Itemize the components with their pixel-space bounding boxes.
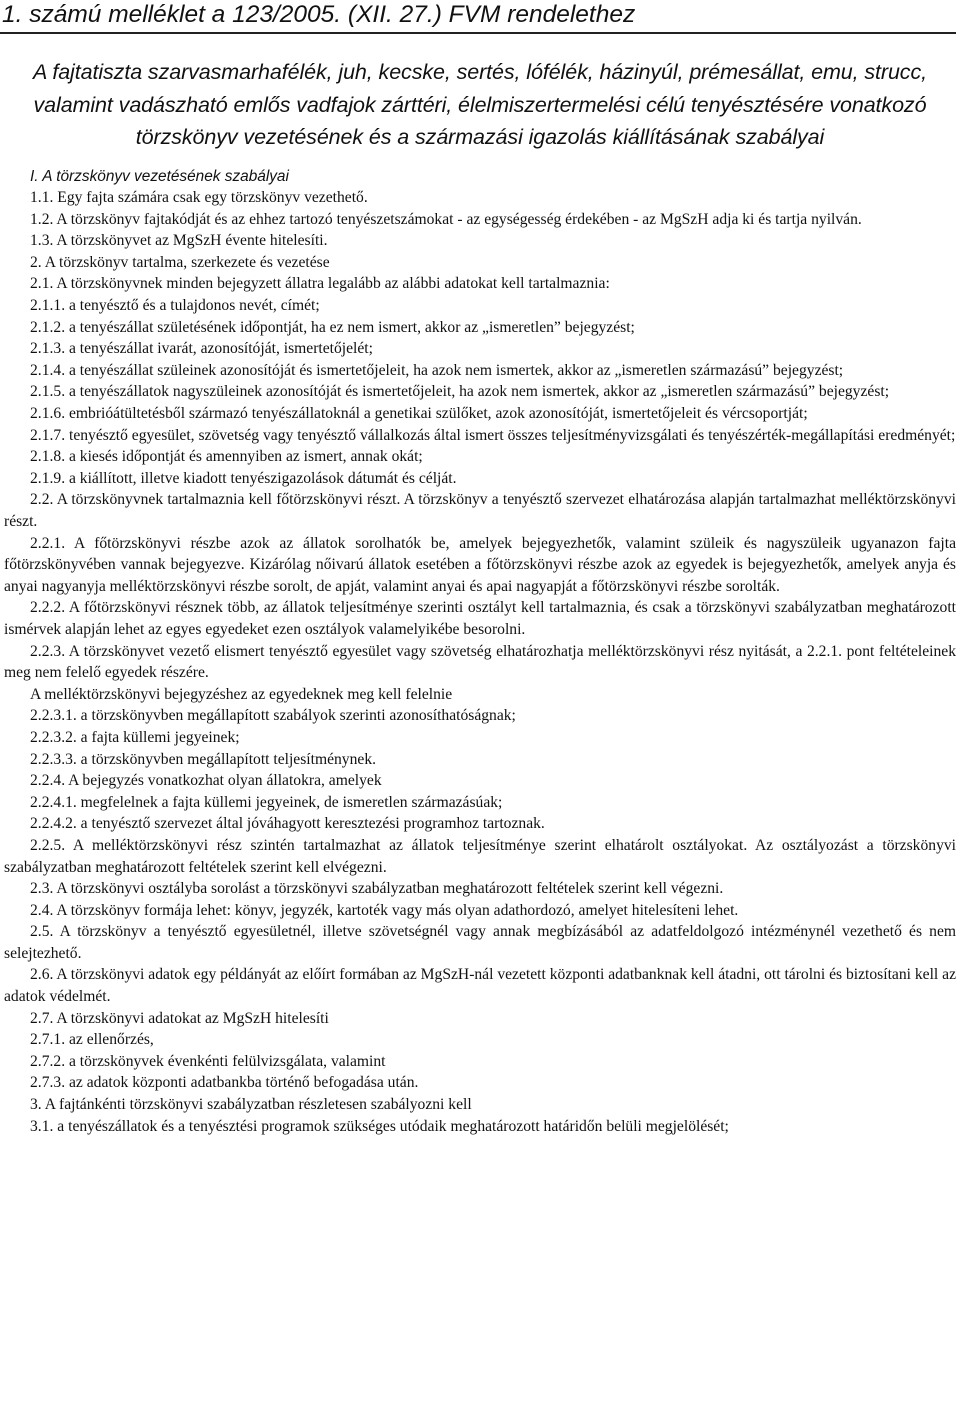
decree-annex-header: 1. számú melléklet a 123/2005. (XII. 27.) FVM rendelethez — [2, 1, 636, 28]
header-divider — [0, 32, 956, 34]
paragraph: 1.2. A törzskönyv fajtakódját és az ehhez tartozó tenyészetszámokat - az egységesség érdekében - az MgSzH adja ki és tartja nyilván. — [30, 210, 862, 228]
paragraph: 2.4. A törzskönyv formája lehet: könyv, jegyzék, kartoték vagy más olyan adathordozó, amelyet hitelesíteni lehet. — [30, 901, 739, 919]
paragraph: 2.1.7. tenyésztő egyesület, szövetség vagy tenyésztő vállalkozás által ismert összes teljesítményvizsgálati és tenyészérték-megállapítási eredményét; — [30, 426, 956, 444]
paragraph: 2.2.5. A melléktörzskönyvi rész szintén tartalmazhat az állatok teljesítménye szerint elhatárolt osztályokat. Az osztályozást a törzskönyvi szabályzatban meghatározott feltételek szerint kell elvégezni. — [4, 836, 956, 876]
paragraph: 2.1.4. a tenyészállat szüleinek azonosítóját és ismertetőjeleit, ha azok nem ismertek, akkor az „ismeretlen származású” bejegyzést; — [30, 361, 844, 379]
paragraph: 2.2.4. A bejegyzés vonatkozhat olyan állatokra, amelyek — [30, 772, 382, 790]
paragraph: 2.6. A törzskönyvi adatok egy példányát az előírt formában az MgSzH-nál vezetett központi adatbanknak kell átadni, ott tárolni és biztosítani kell az adatok védelmét. — [4, 966, 956, 1006]
paragraph: 2.1.2. a tenyészállat születésének időpontját, ha ez nem ismert, akkor az „ismeretlen” bejegyzést; — [30, 318, 635, 336]
paragraph: 1.3. A törzskönyvet az MgSzH évente hitelesíti. — [30, 232, 328, 250]
paragraph: 2.3. A törzskönyvi osztályba sorolást a törzskönyvi szabályzatban meghatározott feltételek szerint kell végezni. — [30, 880, 724, 898]
paragraph: 2.5. A törzskönyv a tenyésztő egyesületnél, illetve szövetségnél vagy annak megbízásából az adatfeldolgozó intézménynél vezethető és nem selejtezhető. — [4, 923, 956, 962]
paragraph: 2.2.1. A főtörzskönyvi részbe azok az állatok sorolhatók be, amelyek bejegyezhetők, valamint szüleik és nagyszüleik ugyanazon fajta főtörzskönyvében vannak bejegyezve. Kizárólag nőivarú állatok esetében a főtörzskönyvi részbe azok az egyedek is bejegyezhetők, amelyek anyja és anyai nagyanyja melléktörzskönyvi részbe sorolt, de apját, valamint anyai és apai nagyapját a főtörzskönyvi részbe sorolták. — [4, 534, 956, 595]
paragraph: 2.2.2. A főtörzskönyvi résznek több, az állatok teljesítménye szerinti osztályt kell tartalmaznia, és csak a törzskönyvi szabályzatban meghatározott ismérvek alapján lehet az egyes egyedeket ezen osztályok valamelyikébe besorolni. — [4, 599, 956, 638]
document-title: A fajtatiszta szarvasmarhafélék, juh, kecske, sertés, lófélék, házinyúl, prémesállat, emu, strucc, valamint vadászható emlős vadfajok zárttéri, élelmiszertermelési célú tenyésztésére vonatkozó törzskönyv vezetésének és a származási igazolás kiállításának szabályai — [33, 60, 927, 149]
paragraph: 2.2.3. A törzskönyvet vezető elismert tenyésztő egyesület vagy szövetség elhatározhatja melléktörzskönyvi rész nyitását, a 2.2.1. pont feltételeinek meg nem felelő egyedek részére. — [4, 642, 956, 682]
paragraph: 3. A fajtánkénti törzskönyvi szabályzatban részletesen szabályozni kell — [30, 1096, 472, 1114]
paragraph: 2.7.1. az ellenőrzés, — [30, 1031, 154, 1049]
paragraph: 2.1.6. embrióátültetésből származó tenyészállatoknál a genetikai szülőket, azok azonosítóját, ismertetőjeleit és vércsoportját; — [30, 405, 808, 423]
paragraph: 2.2.3.1. a törzskönyvben megállapított szabályok szerinti azonosíthatóságnak; — [30, 707, 516, 725]
paragraph: 2.2. A törzskönyvnek tartalmaznia kell főtörzskönyvi részt. A törzskönyv a tenyésztő szervezet elhatározása alapján tartalmazhat melléktörzskönyvi részt. — [4, 491, 956, 530]
paragraph: 2.1.8. a kiesés időpontját és amennyiben az ismert, annak okát; — [30, 448, 423, 466]
paragraph: 2.1. A törzskönyvnek minden bejegyzett állatra legalább az alábbi adatokat kell tartalmaznia: — [30, 275, 610, 293]
paragraph: 2.1.1. a tenyésztő és a tulajdonos nevét, címét; — [30, 297, 320, 315]
paragraph: 2.2.4.1. megfelelnek a fajta küllemi jegyeinek, de ismeretlen származásúak; — [30, 793, 503, 811]
paragraph: 2.1.3. a tenyészállat ivarát, azonosítóját, ismertetőjelét; — [30, 340, 373, 358]
paragraph: A melléktörzskönyvi bejegyzéshez az egyedeknek meg kell felelnie — [30, 685, 453, 703]
paragraph: 2.2.3.2. a fajta küllemi jegyeinek; — [30, 728, 240, 746]
paragraph: 2.1.5. a tenyészállatok nagyszüleinek azonosítóját és ismertetőjeleit, ha azok nem ismertek, akkor az „ismeretlen származású” bejegyzést; — [30, 383, 890, 401]
paragraph: 1.1. Egy fajta számára csak egy törzskönyv vezethető. — [30, 189, 368, 207]
paragraph: 2. A törzskönyv tartalma, szerkezete és vezetése — [30, 253, 330, 271]
paragraph: 2.2.3.3. a törzskönyvben megállapított teljesítménynek. — [30, 750, 377, 768]
paragraph: 2.2.4.2. a tenyésztő szervezet által jóváhagyott keresztezési programhoz tartoznak. — [30, 815, 545, 833]
paragraph: 2.7.2. a törzskönyvek évenkénti felülvizsgálata, valamint — [30, 1052, 386, 1070]
paragraph: 2.7.3. az adatok központi adatbankba történő befogadása után. — [30, 1074, 419, 1092]
paragraph: 3.1. a tenyészállatok és a tenyésztési programok szükséges utódaik meghatározott határidőn belüli megjelölését; — [30, 1117, 729, 1135]
paragraph: 2.7. A törzskönyvi adatokat az MgSzH hitelesíti — [30, 1009, 329, 1027]
paragraph: 2.1.9. a kiállított, illetve kiadott tenyészigazolások dátumát és célját. — [30, 469, 457, 487]
document-body — [4, 166, 956, 1138]
section-heading: I. A törzskönyv vezetésének szabályai — [30, 167, 289, 185]
